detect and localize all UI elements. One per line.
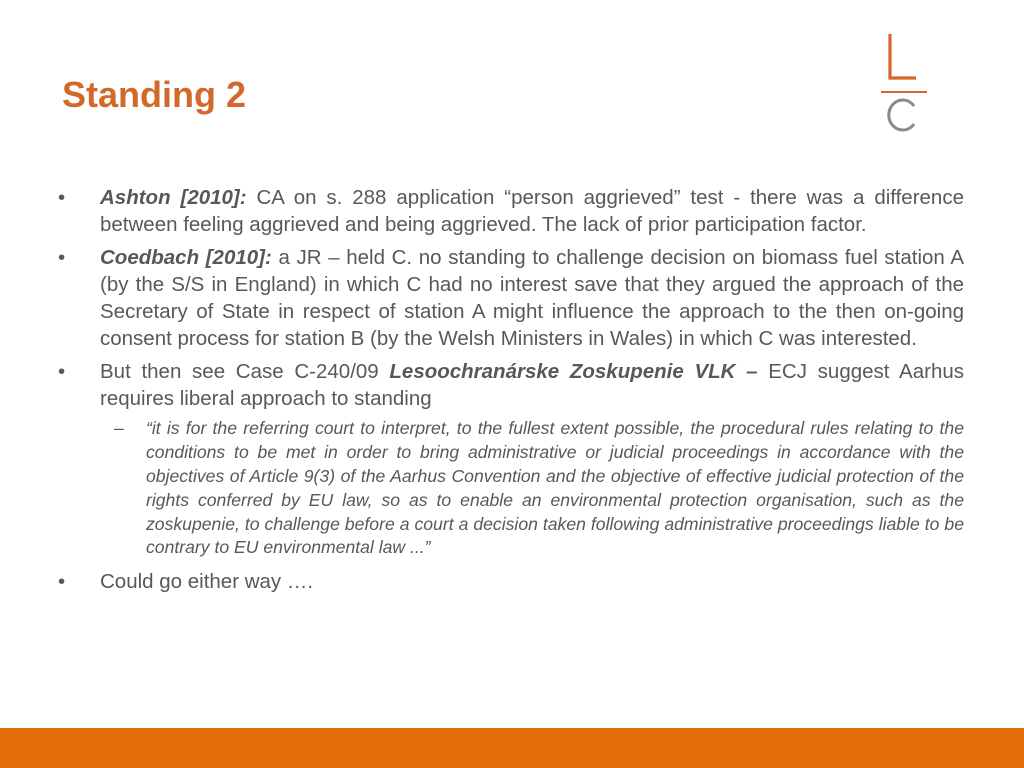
case-ashton-lead: Ashton [2010]:	[100, 186, 247, 209]
bullet-coedbach-text: a JR – held C. no standing to challenge decision on biomass fuel station A (by the S/S in England) in which C had no interest save that they argued the approach of the Secretary of State in respect of station A might influence the approach to the then on-going consent process for station B (by the Welsh Ministers in Wales) in which C was interested.	[100, 245, 964, 351]
bullet-ashton	[58, 184, 964, 239]
bullet-marker: •	[58, 186, 66, 209]
bullet-case-c240	[58, 358, 964, 413]
slide-content	[58, 184, 964, 600]
quote-text: “it is for the referring court to interpret, to the fullest extent possible, the procedural rules relating to the conditions to be met in order to bring administrative or judicial proceedings in accordance with the objectives of Article 9(3) of the Aarhus Convention and the objective of effective judicial protection of the rights conferred by EU law, so as to enable an environmental protection organisation, such as the zoskupenie, to challenge before a court a decision taken following administrative proceedings liable to be contrary to EU environmental law ...”	[146, 418, 964, 558]
bullet-ashton-text: CA on s. 288 application “person aggrieved” test - there was a difference between feeling aggrieved and being aggrieved. The lack of prior participation factor.	[100, 186, 964, 237]
logo-letter-l	[890, 34, 916, 78]
bullet-coedbach	[58, 244, 964, 353]
sub-bullet-marker: –	[114, 418, 124, 439]
slide-title: Standing 2	[62, 74, 247, 115]
logo-letter-c	[889, 100, 914, 130]
bullet-either-way-text: Could go either way ….	[100, 570, 314, 594]
sub-bullet-quote	[58, 417, 964, 560]
bullet-case-c240-text-after: ECJ suggest Aarhus requires liberal approach to standing	[100, 359, 964, 411]
case-name-vlk: Lesoochranárske Zoskupenie VLK –	[389, 359, 758, 383]
bullet-either-way	[58, 568, 964, 595]
case-coedbach-lead: Coedbach [2010]:	[100, 245, 272, 269]
bullet-case-c240-text-before: But then see Case C-240/09	[100, 359, 390, 383]
bullet-marker: •	[58, 359, 66, 383]
bullet-marker: •	[58, 245, 66, 269]
lc-logo	[878, 30, 930, 134]
bullet-marker: •	[58, 570, 66, 594]
footer-bar	[0, 728, 1024, 768]
